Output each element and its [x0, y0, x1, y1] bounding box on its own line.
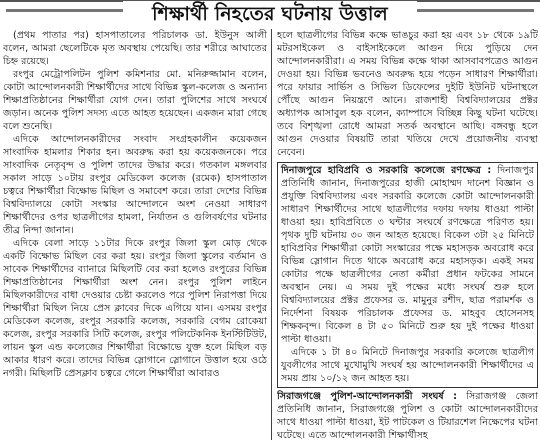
left-column: [3, 29, 267, 440]
continued-label: (প্রথম পাতার পর): [13, 30, 89, 41]
right-column: [277, 29, 538, 440]
article-paragraph: [277, 390, 538, 440]
article-paragraph: এদিকে বেলা সাড়ে ১১টার দিকে রংপুর জিলা স্কুল মোড় থেকে একটি বিক্ষোভ মিছিল বের করা হয়। রংপুর জিলা স্কুলের বর্তমান ও সাবেক শিক্ষার্থীদের ব্যানারে মিছিলটি বের করা হলেও রংপুরের বিভিন্ন শিক্ষাপ্রতিষ্ঠানের শিক্ষার্থীরা অংশ নেন। রংপুর পুলিশ লাইনে মিছিলকারীদের বাধা দেওয়ার চেষ্টা করলেও পরে পুলিশ নিরাপত্তা দিয়ে শিক্ষার্থীরা মিছিল নিয়ে প্রেস ক্লাবের দিকে এগিয়ে যান। এসময় রংপুর মেডিকেল কলেজ, রংপুর সরকারি কলেজ, সরকারি বেগম রোকেয়া কলেজ, রংপুর সরকারি সিটি কলেজ, রংপুর পলিটেকনিক ইনস্টিটিউট, লায়ন স্কুল এন্ড কলেজের শিক্ষার্থীরা বিক্ষোভে যুক্ত হলে মিছিল বড় আকার ধারণ করে। তাদের বিভিন্ন স্লোগানে স্লোগানে উত্তাল হয়ে ওঠে নগরী। মিছিলটি প্রেসক্লাব চত্বরে গেলে শিক্ষার্থীরা আবারও: [3, 238, 267, 379]
headline: শিক্ষার্থী নিহতের ঘটনায় উত্তাল: [123, 1, 417, 27]
article-paragraph: এদিকে আন্দোলনকারীদের সংবাদ সংগ্রহকালীন কয়েকজন সাংবাদিক হামলার শিকার হন। অবরুদ্ধ করা হয় কয়েকজনকে। পরে সাংবাদিক নেতৃবৃন্দ ও পুলিশ তাদের উদ্ধার করে। গতকাল মঙ্গলবার সকাল সাড়ে ১০টায় রংপুর মেডিকেল কলেজ (রমেক) হাসপাতাল চত্বরে শিক্ষার্থীরা বিক্ষোভ মিছিল ও সমাবেশ করে। তারা দেশের বিভিন্ন বিশ্ববিদ্যালয়ে কোটা সংস্কার আন্দোলনে অংশ নেওয়া সাধারণ শিক্ষার্থীদের ওপর ছাত্রলীগের হামলা, নির্যাতন ও গুলিবর্ষণের ঘটনার তীব্র নিন্দা জানান।: [3, 134, 267, 236]
subheading-sirajganj: সিরাজগঞ্জে পুলিশ-আন্দোলনকারী সংঘর্ষ :: [277, 391, 457, 402]
dinajpur-section: [277, 162, 538, 388]
paragraph-text: হাসপাতালের পরিচালক ডা. ইউনুস আলী বলেন, আমরা ছেলেটিকে মৃত অবস্থায় পেয়েছি। তার শরীরে আঘাতের চিহ্ন রয়েছে।: [3, 30, 267, 67]
article-paragraph: [3, 29, 267, 68]
paragraph-text: সিরাজগঞ্জ জেলা প্রতিনিধি জানান, সিরাজগঞ্জে পুলিশ ও কোটা আন্দোলনকারীদের সাথে ধাওয়া পাল্টা ধাওয়া, ইট পাটকেল ও টিয়ারশেল নিক্ষেপের ঘটনা ঘটেছে। এতে আন্দোলনকারী শিক্ষার্থীসহ: [277, 391, 538, 440]
article-paragraph: [281, 164, 534, 346]
headline-row: [0, 0, 540, 30]
subheading-dinajpur: দিনাজপুরে হাবিপ্রবি ও সরকারি কলেজে রণক্ষেত্র :: [281, 165, 492, 176]
article-paragraph: এদিকে ১ টা ৪০ মিনিটে দিনাজপুর সরকারি কলেজে ছাত্রলীগ যুবলীগের সাথে মুখোমুখি সংঘর্ষ হয় আন্দোলনকারী শিক্ষার্থীদের এ সময় প্রায় ১০/১২ জন আহত হয়।: [281, 347, 534, 384]
column-divider: [271, 29, 272, 440]
article-paragraph: রংপুর মেট্রোপলিটন পুলিশ কমিশনার মো. মনিরুজ্জামান বলেন, কোটা আন্দোলনকারী শিক্ষার্থীদের সাথে বিভিন্ন স্কুল-কলেজ ও অন্যান্য শিক্ষাপ্রতিষ্ঠানের শিক্ষার্থীরা যোগ দেন। তারা পুলিশের সাথে সংঘর্ষে জড়ান। অনেক পুলিশ সদস্য এতে আহত হয়েছেন। একজন মারা গেছে বলে শুনেছি।: [3, 69, 267, 132]
article-paragraph: হলে ছাত্রলীগের বিভিন্ন কক্ষে ভাঙচুর করা হয় এবং ১৮ থেকে ১৯টি মটরসাইকেল ও বাইসাইকেলে আগুন দিয়ে পুড়িয়ে দেন আন্দোলনকারীরা। এ সময় বিভিন্ন কক্ষে থাকা আসবাবপত্রেও আগুন দেওয়া হয়। বিভিন্ন ভবনেও অবরুদ্ধ হয়ে পড়েন সাধারণ শিক্ষার্থীরা। পরে ফায়ার সার্ভিস ও সিভিল ডিফেন্সের দুইটি ইউনিট ঘটনাস্থলে পৌঁছে আগুন নিয়ন্ত্রণে আনে। রাজশাহী বিশ্ববিদ্যালয়ের প্রক্টর অধ্যাপক আসাবুল হক বলেন, ক্যাম্পাসে বিচ্ছিন্ন কিছু ঘটনা ঘটেছে। তবে বিশৃঙ্খলা রোধে আমরা সতর্ক অবস্থানে আছি। বঙ্গবন্ধু হলে আগুন দেওয়ার বিষয়টি তারা খতিয়ে দেখে প্রয়োজনীয় ব্যবস্থা নেবেন।: [277, 30, 538, 158]
paragraph-text: দিনাজপুর প্রতিনিধি জানান, দিনাজপুরের হাজী মোহাম্মদ দানেশ বিজ্ঞান ও প্রযুক্তি বিশ্ববিদ্যালয় এবং সরকারি কলেজে কোটা আন্দোলনকারী সাধারণ শিক্ষার্থীদের সাথে ছাত্রলীগের দফায় দফায় ধাওয়া পাল্টা ধাওয়া হয়। হাবিপ্রবিতে ৩ ঘন্টার সংঘর্ষে রণক্ষেত্রে পরিণত হয়। পৃথক দুটি ঘটনায় ৩০ জন আহত হয়েছে। বিকেল ৩টা ২৫ মিনিটে হাবিপ্রবির শিক্ষার্থীরা কোটা সংস্কারের পক্ষে মহাসড়ক অবরোধ করে বিভিন্ন স্লোগান দিতে থাকে অবরোধ করে মহাসড়ক। একই সময় কোটার পক্ষে ছাত্রলীগের নেতা কর্মীরা প্রধান ফটকের সামনে অবস্থান নেয়। এ সময় দুই পক্ষের মধ্যে সংঘর্ষ শুরু হলে বিশ্ববিদ্যালয়ের প্রক্টর প্রফেসর ড. মামুনুর রশীদ, ছাত্র পরামর্শক ও নির্দেশনা বিষয়ক পরিচালক প্রফেসর ড. মাহবুব হোসেনসহ শিক্ষকবৃন্দ। বিকেল ৪ টা ৫০ মিনিটে শুরু হয় দুই পক্ষের ধাওয়া পাল্টা ধাওয়া।: [281, 165, 534, 345]
